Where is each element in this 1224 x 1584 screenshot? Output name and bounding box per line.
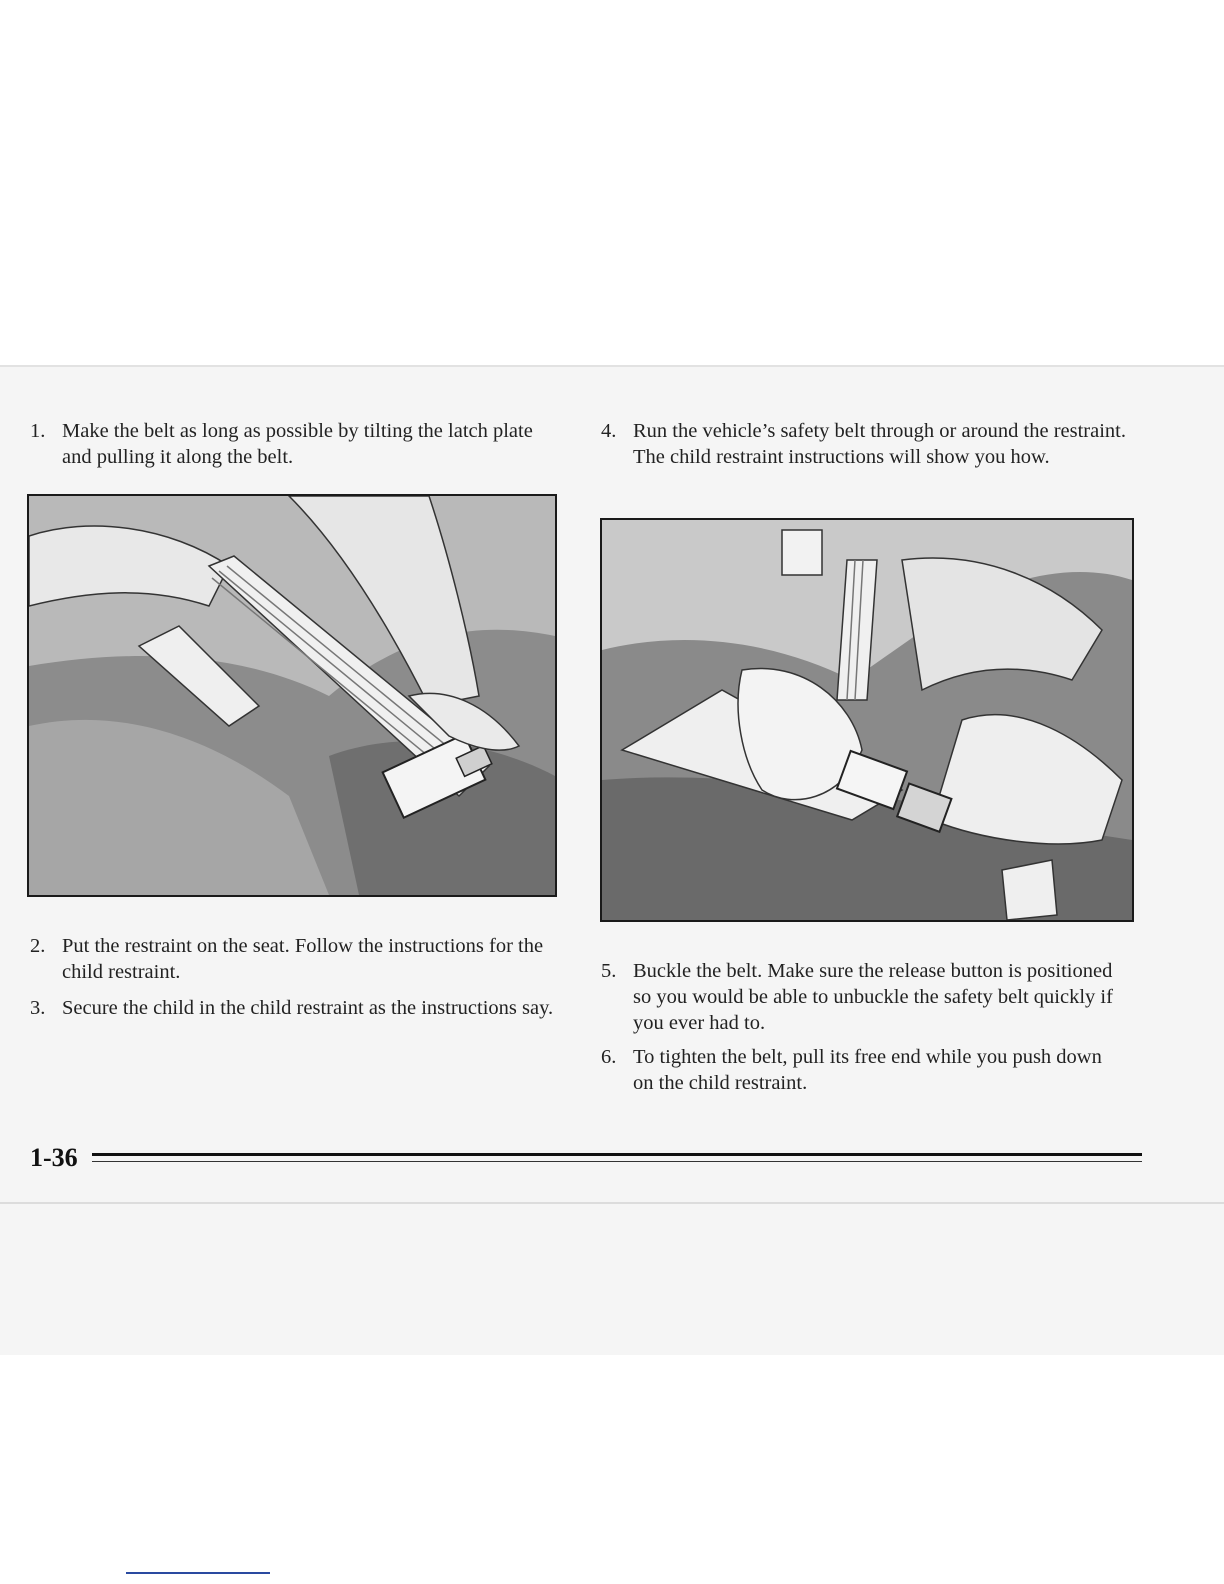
step-number: 4. [601, 420, 617, 442]
step-3 [30, 995, 555, 1021]
latch-plate-drawing [29, 496, 555, 895]
step-text: Run the vehicle’s safety belt through or around the restraint. The child restraint instructions will show you how. [633, 420, 1127, 468]
step-number: 5. [601, 960, 617, 982]
step-number: 2. [30, 935, 46, 957]
page-top-edge [0, 365, 1224, 367]
buckle-belt-illustration [600, 518, 1134, 922]
step-1 [30, 418, 555, 470]
step-6 [601, 1044, 1126, 1096]
footer-rule-thin [92, 1161, 1142, 1162]
step-2 [30, 933, 555, 985]
page-link-underline [126, 1572, 270, 1574]
step-5 [601, 958, 1126, 1036]
step-text: To tighten the belt, pull its free end while you push down on the child restraint. [633, 1046, 1102, 1094]
step-text: Make the belt as long as possible by tilting the latch plate and pulling it along the belt. [62, 420, 533, 468]
page-bottom-edge [0, 1202, 1224, 1204]
footer-rule [92, 1153, 1142, 1156]
step-text: Put the restraint on the seat. Follow the instructions for the child restraint. [62, 935, 544, 983]
step-text: Secure the child in the child restraint as the instructions say. [62, 997, 554, 1019]
step-text: Buckle the belt. Make sure the release button is positioned so you would be able to unbuckle the safety belt quickly if you ever had to. [633, 960, 1113, 1034]
step-number: 6. [601, 1046, 617, 1068]
step-number: 3. [30, 997, 46, 1019]
page-number: 1-36 [30, 1143, 78, 1172]
step-4 [601, 418, 1126, 470]
buckle-belt-drawing [602, 520, 1132, 920]
step-number: 1. [30, 420, 46, 442]
latch-plate-illustration [27, 494, 557, 897]
